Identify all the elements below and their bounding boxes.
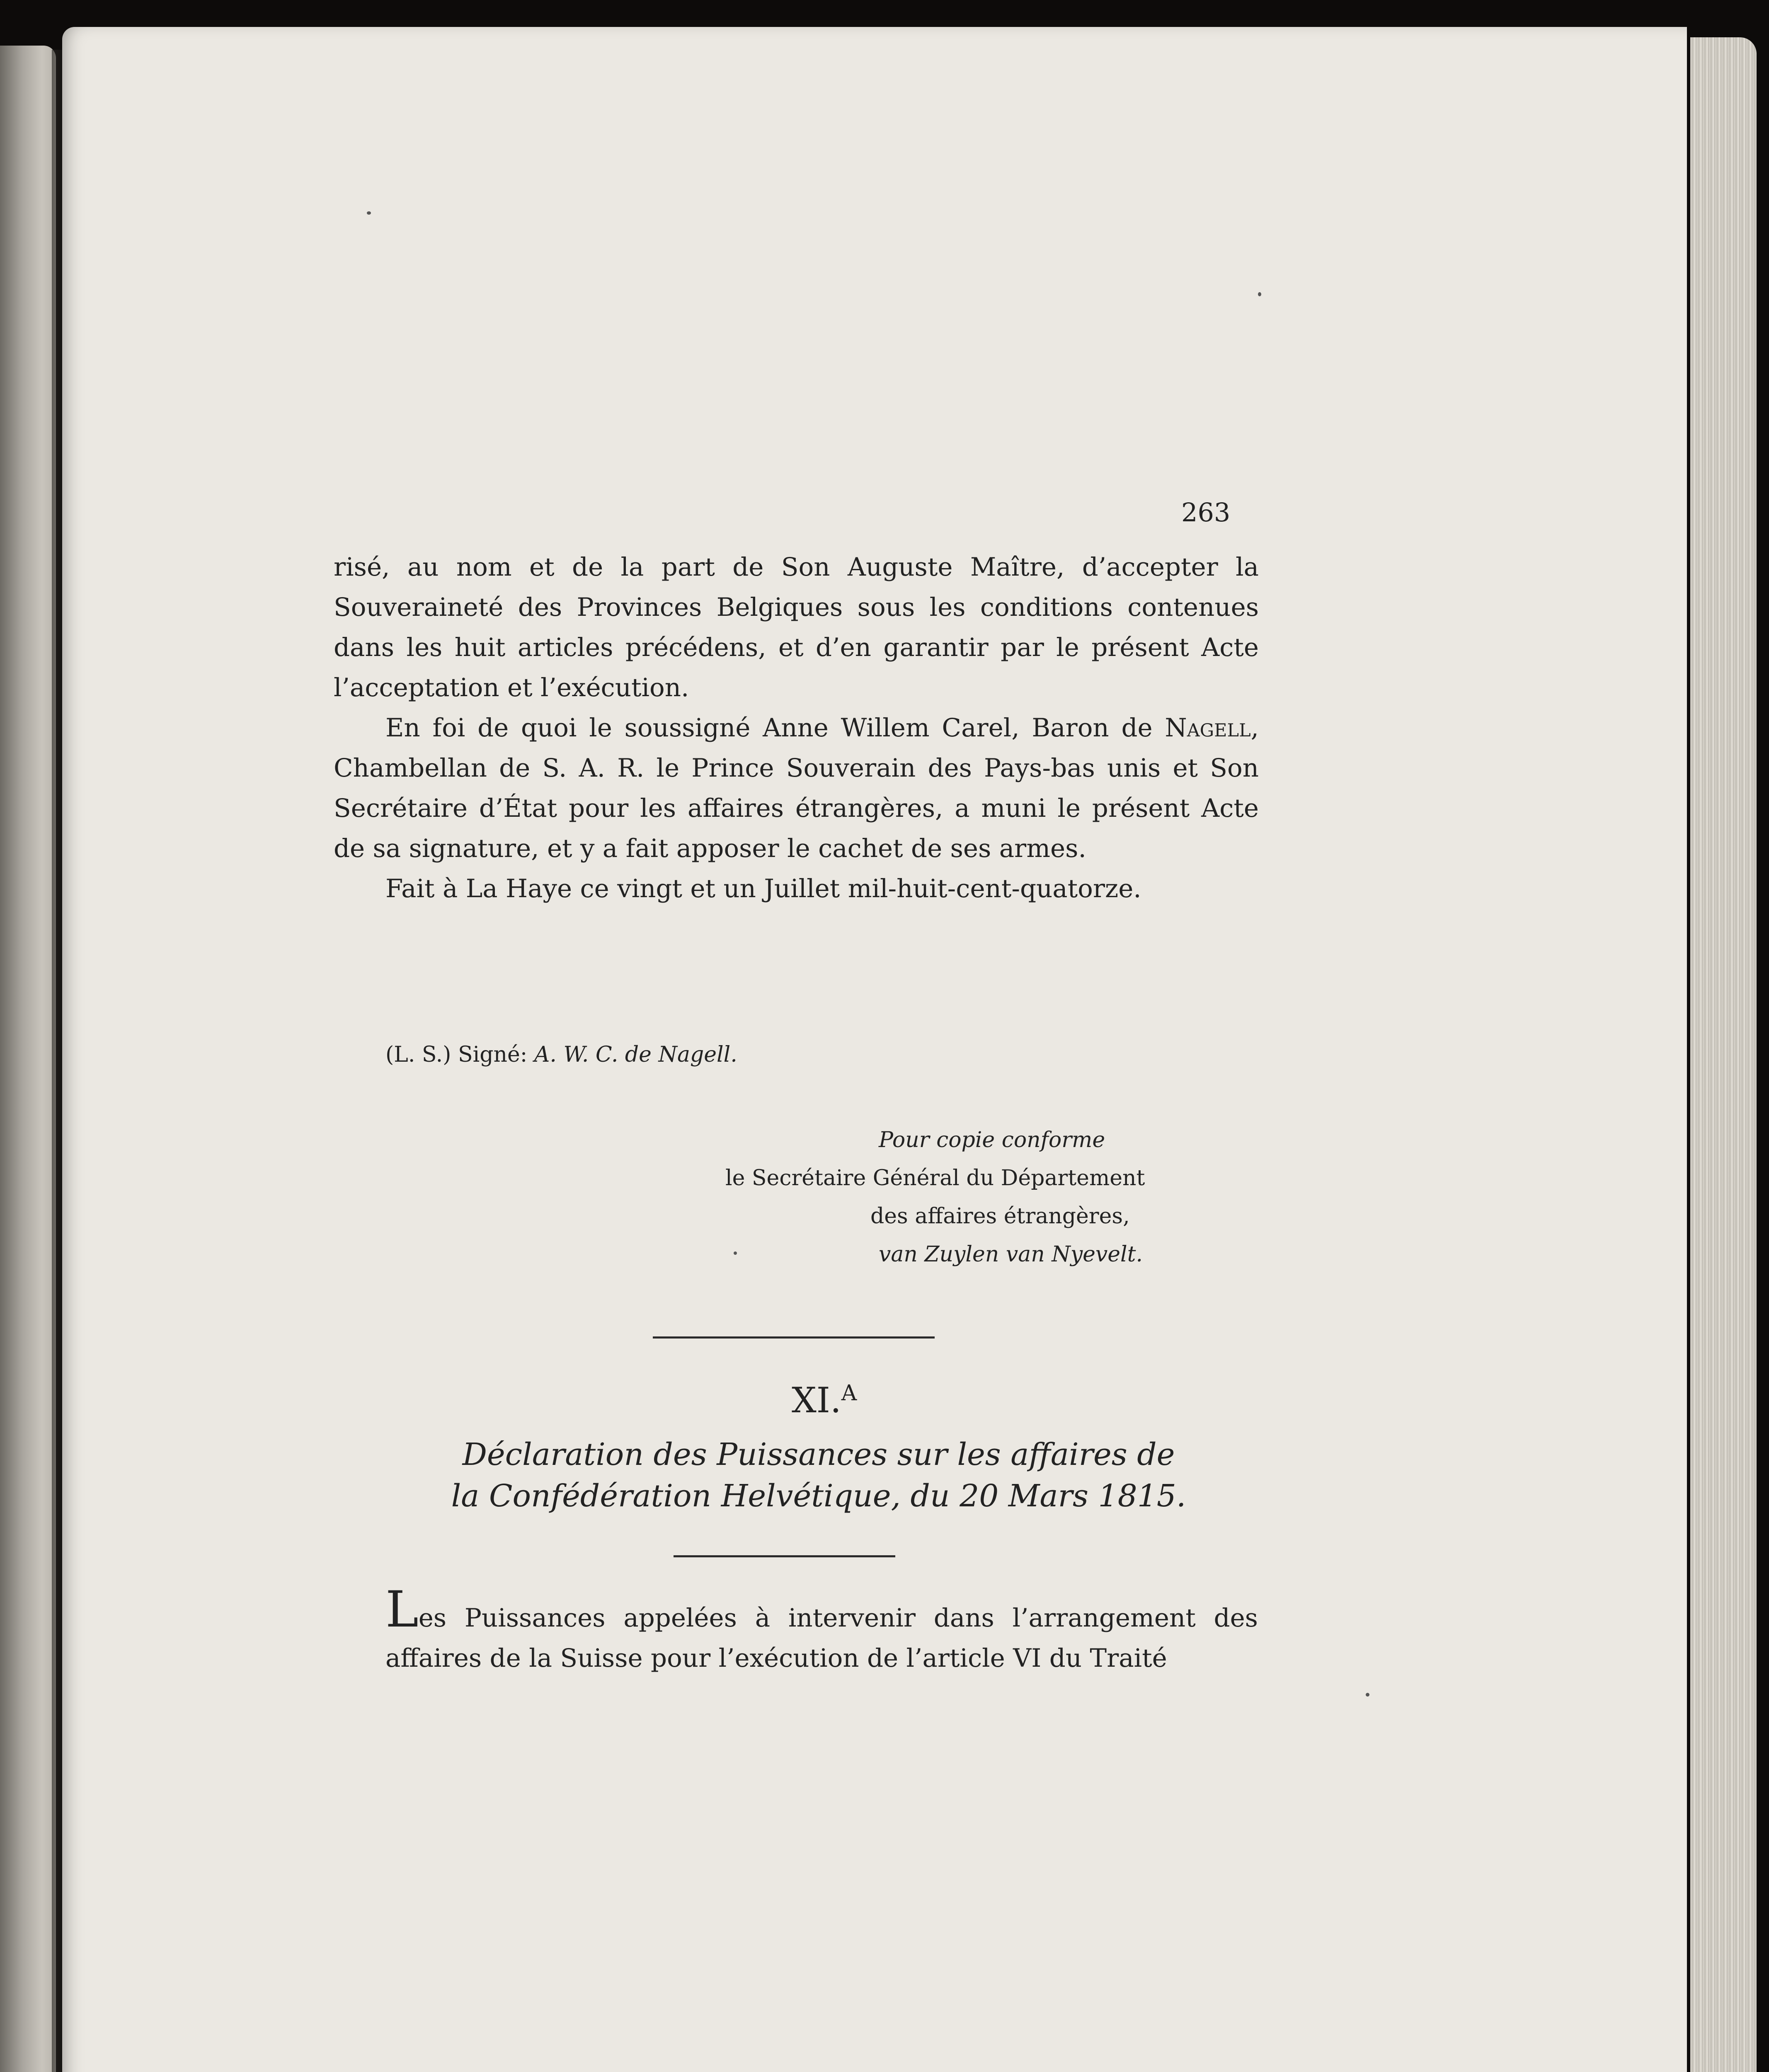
paragraph-witness xyxy=(334,708,1259,869)
page-stack-edge xyxy=(1690,37,1757,2072)
section-number-sup: A xyxy=(841,1381,857,1406)
paragraph-acceptance: risé, au nom et de la part de Son Auguste Maître, d’accepter la Souveraineté des Provinces Belgiques sous les conditions contenues dans les huit articles précédens, et d’en garantir par le présent Acte l’acceptation et l’exécution. xyxy=(334,552,1259,702)
page-number: 263 xyxy=(1181,497,1231,528)
copy-line-2: le Secrétaire Général du Département xyxy=(725,1166,1145,1191)
paper-speck xyxy=(1258,292,1261,296)
section-title-line-2: la Confédération Helvétique, du 20 Mars 1815. xyxy=(451,1478,1186,1514)
surname-nagell: Nagell xyxy=(1165,713,1251,743)
body-text xyxy=(334,547,1259,909)
copy-line-3: des affaires étrangères, xyxy=(870,1204,1130,1229)
paragraph-place-date: Fait à La Haye ce vingt et un Juillet mil-huit-cent-quatorze. xyxy=(385,874,1141,903)
previous-page-edge xyxy=(0,46,56,2072)
section-title xyxy=(377,1434,1260,1517)
witness-text-end: , Chambellan de S. A. R. le Prince Souverain des Pays-bas unis et Son Secrétaire d’État pour les affaires étrangères, a muni le présent Acte de sa signature, et y a fait apposer le cachet de ses armes. xyxy=(334,713,1259,863)
certified-copy-block xyxy=(725,1121,1260,1273)
section-number xyxy=(792,1380,857,1421)
signature-prefix: (L. S.) Signé: xyxy=(385,1042,528,1067)
intro-paragraph xyxy=(385,1581,1258,1678)
section-divider-bottom xyxy=(674,1555,895,1557)
signature-line xyxy=(385,1042,737,1067)
paper-speck xyxy=(734,1251,737,1255)
paper-speck xyxy=(367,211,371,215)
drop-cap: L xyxy=(385,1581,419,1639)
section-number-text: XI. xyxy=(792,1380,841,1421)
witness-text-start: En foi de quoi le soussigné Anne Willem Carel, Baron de xyxy=(385,713,1153,743)
intro-text: es Puissances appelées à intervenir dans l’arrangement des affaires de la Suisse pour l’exécution de l’article VI du Traité xyxy=(385,1603,1258,1673)
section-divider-top xyxy=(653,1336,935,1339)
section-title-line-1: Déclaration des Puissances sur les affaires de xyxy=(462,1437,1175,1472)
book-page xyxy=(62,27,1687,2072)
signature-name: A. W. C. de Nagell. xyxy=(534,1042,737,1067)
copy-line-4: van Zuylen van Nyevelt. xyxy=(879,1242,1143,1267)
copy-line-1: Pour copie conforme xyxy=(879,1128,1105,1152)
paper-speck xyxy=(1366,1693,1369,1697)
